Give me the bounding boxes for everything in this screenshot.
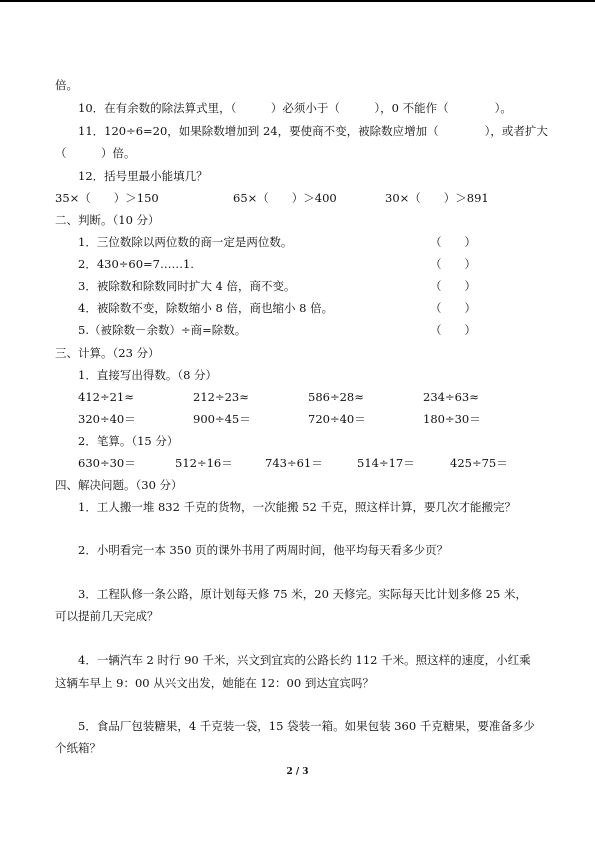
problem-5-line1: 5．食品厂包装糖果，4 千克装一袋，15 袋装一箱。如果包装 360 千克糖果，要准备多少 (78, 719, 535, 733)
judge-paren: （ ） (430, 257, 476, 271)
q12-item: 35×（ ）＞150 (55, 191, 159, 205)
problem-4-line1: 4．一辆汽车 2 时行 90 千米，兴文到宜宾的公路长约 112 千米。照这样的速度，小红乘 (78, 653, 531, 667)
problem-4-line2: 这辆车早上 9：00 从兴文出发，她能在 12：00 到达宜宾吗？ (55, 676, 374, 690)
written-calc-item: 630÷30＝ (78, 456, 136, 470)
top-border (0, 0, 595, 2)
calc-item: 180÷30＝ (423, 412, 481, 426)
judge-paren: （ ） (430, 301, 476, 315)
judge-paren: （ ） (430, 323, 476, 337)
calc-item: 412÷21≈ (78, 390, 134, 404)
written-calc-item: 425÷75＝ (450, 456, 508, 470)
judge-item: 5.（被除数－余数）÷商=除数。 (78, 323, 247, 337)
calc-subtitle-2: 2．笔算。（15 分） (78, 434, 179, 448)
calc-item: 720÷40＝ (308, 412, 366, 426)
judge-item: 3．被除数和除数同时扩大 4 倍，商不变。 (78, 279, 296, 293)
question-11-line1: 11．120÷6=20，如果除数增加到 24，要使商不变，被除数应增加（ ），或者扩大 (78, 124, 548, 138)
problem-3-line2: 可以提前几天完成？ (55, 609, 159, 623)
problem-3-line1: 3．工程队修一条公路，原计划每天修 75 米，20 天修完。实际每天比计划多修 25 米， (78, 587, 527, 601)
written-calc-item: 512÷16＝ (175, 456, 233, 470)
calc-subtitle-1: 1．直接写出得数。（8 分） (78, 368, 218, 382)
judge-paren: （ ） (430, 279, 476, 293)
question-10: 10．在有余数的除法算式里，（ ）必须小于（ ），0 不能作（ ）。 (78, 101, 512, 115)
calc-item: 212÷23≈ (193, 390, 249, 404)
written-calc-item: 743÷61＝ (265, 456, 323, 470)
written-calc-item: 514÷17＝ (357, 456, 415, 470)
judge-item: 1．三位数除以两位数的商一定是两位数。 (78, 235, 293, 249)
q12-item: 65×（ ）＞400 (233, 191, 337, 205)
problem-5-line2: 个纸箱？ (55, 741, 101, 755)
judge-item: 4．被除数不变，除数缩小 8 倍，商也缩小 8 倍。 (78, 301, 334, 315)
judge-item: 2．430÷60=7……1. (78, 257, 194, 271)
section-3-title: 三、计算。（23 分） (55, 346, 160, 360)
section-4-title: 四、解决问题。（30 分） (55, 478, 183, 492)
q12-item: 30×（ ）＞891 (385, 191, 489, 205)
problem-2: 2．小明看完一本 350 页的课外书用了两周时间，他平均每天看多少页？ (78, 543, 449, 557)
judge-paren: （ ） (430, 235, 476, 249)
problem-1: 1．工人搬一堆 832 千克的货物，一次能搬 52 千克，照这样计算，要几次才能搬完？ (78, 500, 517, 514)
calc-item: 900÷45＝ (193, 412, 251, 426)
calc-item: 234÷63≈ (423, 390, 479, 404)
continued-text: 倍。 (55, 78, 78, 92)
question-11-line2: （ ）倍。 (55, 146, 136, 160)
question-12: 12．括号里最小能填几？ (78, 169, 208, 183)
calc-item: 586÷28≈ (308, 390, 364, 404)
section-2-title: 二、判断。（10 分） (55, 213, 160, 227)
page-number: 2 / 3 (286, 767, 309, 777)
calc-item: 320÷40＝ (78, 412, 136, 426)
